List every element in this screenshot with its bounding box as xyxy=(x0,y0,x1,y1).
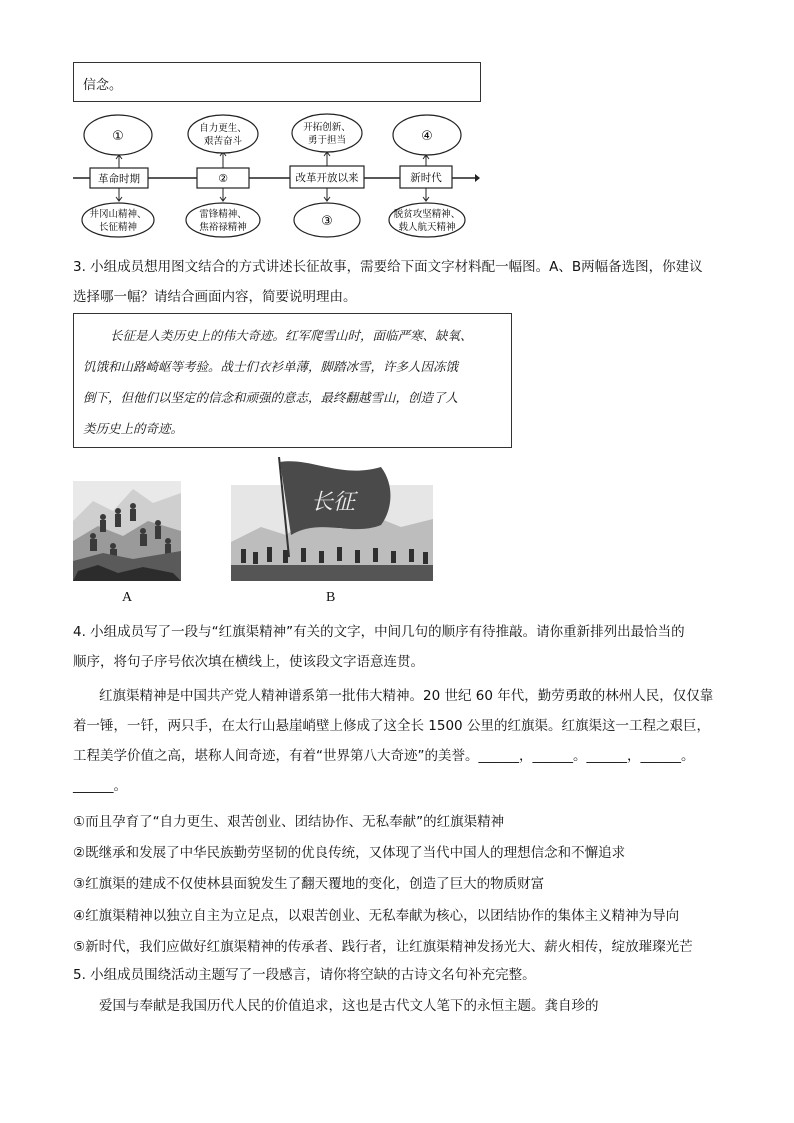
image-b-long-march-banner xyxy=(231,457,433,581)
image-a-label: A xyxy=(122,590,133,605)
connector-lines xyxy=(116,152,429,201)
oval-text: 艰苦奋斗 xyxy=(203,136,243,147)
oval-text: 井冈山精神、 xyxy=(89,209,147,220)
image-b-label: B xyxy=(326,590,336,605)
oval-lower-4 xyxy=(389,203,465,237)
oval-upper-1 xyxy=(84,115,152,155)
oval-text: ① xyxy=(112,129,124,144)
image-a-snow-mountain xyxy=(73,481,181,581)
oval-text: 雷锋精神、 xyxy=(199,209,247,220)
answer-box xyxy=(73,62,481,102)
timeline-arrowhead xyxy=(475,174,480,182)
oval-text: 焦裕禄精神 xyxy=(199,222,247,233)
q4-paragraph-line-2: 着一锤，一钎，两只手，在太行山悬崖峭壁上修成了这全长 1500 公里的红旗渠。红旗渠这一工程之艰巨， xyxy=(73,718,710,734)
q4-option-3: ③红旗渠的建成不仅使林县面貌发生了翻天覆地的变化，创造了巨大的物质财富 xyxy=(73,876,545,892)
oval-text: ③ xyxy=(321,214,333,229)
oval-text: 长征精神 xyxy=(98,222,138,233)
oval-lower-3 xyxy=(294,203,360,237)
oval-text: 自力更生、 xyxy=(199,123,247,134)
oval-text: 载人航天精神 xyxy=(398,222,456,233)
q4-paragraph-line-1: 红旗渠精神是中国共产党人精神谱系第一批伟大精神。20 世纪 60 年代，勤劳勇敢的林州人民，仅仅靠 xyxy=(99,688,714,704)
spirit-timeline-diagram xyxy=(70,108,480,238)
q4-option-2: ②既继承和发展了中华民族勤劳坚韧的优良传统，又体现了当代中国人的理想信念和不懈追求 xyxy=(73,845,626,861)
long-march-passage-box xyxy=(73,313,512,448)
oval-text: ④ xyxy=(421,129,433,144)
q4-option-1: ①而且孕育了“自力更生、艰苦创业、团结协作、无私奉献”的红旗渠精神 xyxy=(73,814,505,830)
q4-option-5: ⑤新时代，我们应做好红旗渠精神的传承者、践行者，让红旗渠精神发扬光大、薪火相传，绽放璀璨光芒 xyxy=(73,939,693,955)
oval-lower-1 xyxy=(82,203,154,237)
period-box-new-era xyxy=(400,166,452,188)
banner-text: 长征 xyxy=(310,490,356,515)
oval-lower-2 xyxy=(186,203,260,237)
period-label: 改革开放以来 xyxy=(295,172,359,184)
passage-line: 倒下，但他们以坚定的信念和顽强的意志，最终翻越雪山，创造了人 xyxy=(83,390,459,405)
oval-text: 开拓创新、 xyxy=(303,122,351,133)
period-label: 革命时期 xyxy=(98,173,140,185)
oval-text: 脱贫攻坚精神、 xyxy=(393,209,461,220)
passage-line: 类历史上的奇迹。 xyxy=(83,421,184,436)
q5-line-2: 爱国与奉献是我国历代人民的价值追求，这也是古代文人笔下的永恒主题。龚自珍的 xyxy=(99,998,599,1014)
period-box-blank-2 xyxy=(197,168,249,188)
period-label: ② xyxy=(218,172,228,185)
period-label: 新时代 xyxy=(410,172,442,184)
q4-paragraph-line-4: ______。 xyxy=(73,778,127,794)
oval-text: 勇于担当 xyxy=(307,135,347,146)
oval-upper-2 xyxy=(188,115,258,153)
q5-line-1: 5. 小组成员围绕活动主题写了一段感言，请你将空缺的古诗文名句补充完整。 xyxy=(73,967,536,983)
oval-upper-3 xyxy=(292,114,362,152)
oval-upper-4 xyxy=(393,115,461,155)
q3-line-2: 选择哪一幅？请结合画面内容，简要说明理由。 xyxy=(73,289,357,305)
q4-option-4: ④红旗渠精神以独立自主为立足点，以艰苦创业、无私奉献为核心，以团结协作的集体主义精神为导向 xyxy=(73,908,680,924)
passage-line: 饥饿和山路崎岖等考验。战士们衣衫单薄，脚踏冰雪，许多人因冻饿 xyxy=(83,359,459,374)
period-box-revolution xyxy=(90,168,148,188)
q3-line-1: 3. 小组成员想用图文结合的方式讲述长征故事，需要给下面文字材料配一幅图。A、B两幅备选图，你建议 xyxy=(73,259,703,275)
answer-box-text: 信念。 xyxy=(83,78,123,93)
q4-line-2: 顺序，将句子序号依次填在横线上，使该段文字语意连贯。 xyxy=(73,654,424,670)
q4-line-1: 4. 小组成员写了一段与“红旗渠精神”有关的文字，中间几句的顺序有待推敲。请你重新排列出最恰当的 xyxy=(73,624,685,640)
period-box-reform xyxy=(290,166,364,188)
q4-paragraph-line-3: 工程美学价值之高，堪称人间奇迹，有着“世界第八大奇迹”的美誉。______，______。______，______。 xyxy=(73,748,695,764)
passage-line: 长征是人类历史上的伟大奇迹。红军爬雪山时，面临严寒、缺氧、 xyxy=(110,328,473,343)
